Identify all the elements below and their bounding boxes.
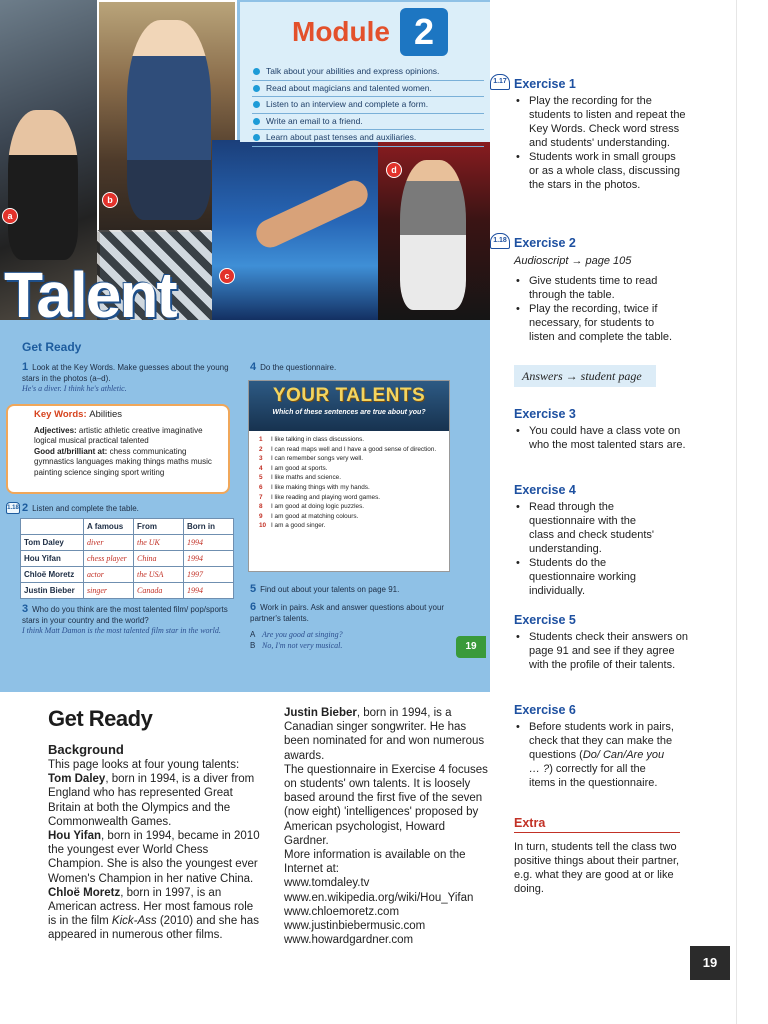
extra-divider xyxy=(514,832,680,833)
exercise-5-title: Exercise 5 xyxy=(514,613,576,627)
list-item: • Give students time to read through the table. xyxy=(514,274,674,302)
exercise-2-title: Exercise 2 xyxy=(514,236,576,250)
table-row: Chloë Moretz actor the USA 1997 xyxy=(21,567,234,583)
exercise-4-title: Exercise 4 xyxy=(514,483,576,497)
background-heading: Background xyxy=(48,742,124,757)
list-item: 2 I can read maps well and I have a good sense of direction. xyxy=(259,445,437,453)
key-words-adjectives: Adjectives: artistic athletic creative imaginative logical musical practical talented xyxy=(34,425,203,445)
bullet-icon xyxy=(253,134,260,141)
list-item: 5 I like maths and science. xyxy=(259,474,341,482)
photo-c-diver xyxy=(212,140,380,320)
table-row: Justin Bieber singer Canada 1994 xyxy=(21,583,234,599)
questionnaire-subtitle: Which of these sentences are true about you? xyxy=(272,409,426,416)
exercise-3-title: Exercise 3 xyxy=(514,407,576,421)
link-tomdaley[interactable]: www.tomdaley.tv xyxy=(284,877,370,890)
sb-get-ready-heading: Get Ready xyxy=(22,340,82,354)
list-item: 1 I like talking in class discussions. xyxy=(259,436,365,443)
exercise-3-notes xyxy=(514,424,690,452)
sb-exercise-5: 5 Find out about your talents on page 91. xyxy=(250,583,400,595)
key-words-box xyxy=(6,404,230,494)
objective-item: Read about magicians and talented women. xyxy=(252,81,484,98)
exercise-5-notes xyxy=(514,630,690,672)
questionnaire-title: YOUR TALENTS xyxy=(272,385,426,406)
list-item: 7 I like reading and playing word games. xyxy=(259,493,381,501)
module-objectives xyxy=(252,64,484,147)
key-words-good-at: Good at/brilliant at: chess communicating gymnastics languages making things maths music painting science singing sport writing xyxy=(34,446,212,477)
list-item: • Students check their answers on page 91 and see if they agree with the profile of their talents. xyxy=(514,630,690,672)
objective-item: Learn about past tenses and auxiliaries. xyxy=(252,130,484,147)
photo-label-c: c xyxy=(219,268,235,284)
get-ready-heading: Get Ready xyxy=(48,706,153,731)
list-item: 8 I am good at doing logic puzzles. xyxy=(259,503,365,511)
link-howardgardner[interactable]: www.howardgardner.com xyxy=(284,934,414,947)
list-item: 4 I am good at sports. xyxy=(259,464,328,472)
list-item: • Play the recording for the students to listen and repeat the Key Words. Check word stress and students' understanding. xyxy=(514,94,686,150)
module-word: Module xyxy=(292,16,390,47)
exercise-1-notes xyxy=(514,94,686,192)
link-chloemoretz[interactable]: www.chloemoretz.com xyxy=(284,905,400,918)
talents-table xyxy=(20,518,234,599)
bullet-icon xyxy=(253,101,260,108)
background-text-col1: This page looks at four young talents: Tom Daley, born in 1994, is a diver from England who has represented Great Britain at both the Olympics and the Commonwealth Games. Hou Yifan, born in 1994, became in 2010 the youngest ever World Chess Champion. She is also the youngest ever Women's Champion in her native China. Chloë Moretz, born in 1997, is an American actress. Her most famous role is in the film Kick-Ass (2010) and she has appeared in numerous other films. xyxy=(48,759,260,942)
unit-title: Talent xyxy=(4,259,176,331)
table-row: Tom Daley diver the UK 1994 xyxy=(21,535,234,551)
sb-exercise-1: 1 Look at the Key Words. Make guesses about the young stars in the photos (a–d). He's a diver. I think he's athletic. xyxy=(22,361,229,393)
list-item: • You could have a class vote on who the most talented stars are. xyxy=(514,424,690,452)
list-item: 3 I can remember songs very well. xyxy=(259,455,363,463)
module-number-badge: 2 xyxy=(400,8,448,56)
exercise-4-notes xyxy=(514,500,664,598)
audioscript-reference: Audioscript → page 105 xyxy=(514,255,632,267)
cd-icon: 1.18 xyxy=(490,233,510,249)
photo-label-b: b xyxy=(102,192,118,208)
link-hou-yifan[interactable]: www.en.wikipedia.org/wiki/Hou_Yifan xyxy=(284,891,474,904)
bullet-icon xyxy=(253,68,260,75)
answers-reference: Answers → student page xyxy=(514,365,656,387)
sb-page-number: 19 xyxy=(456,636,486,658)
sb-exercise-1-example: He's a diver. I think he's athletic. xyxy=(22,384,127,393)
table-header-row: A famous From Born in xyxy=(21,519,234,535)
photo-label-a: a xyxy=(2,208,18,224)
extra-title: Extra xyxy=(514,816,546,830)
page-edge xyxy=(736,0,737,1024)
list-item: 9 I am good at matching colours. xyxy=(259,512,359,520)
list-item: 6 I like making things with my hands. xyxy=(259,483,370,491)
questionnaire-header xyxy=(249,381,449,431)
key-words-title: Key Words: Abilities xyxy=(34,409,123,420)
bullet-icon xyxy=(253,85,260,92)
list-item: • Students work in small groups or as a whole class, discussing the stars in the photos. xyxy=(514,150,686,192)
list-item: • Students do the questionnaire working individually. xyxy=(514,556,664,598)
exercise-6-title: Exercise 6 xyxy=(514,703,576,717)
objective-item: Listen to an interview and complete a form. xyxy=(252,97,484,114)
link-justinbieber[interactable]: www.justinbiebermusic.com xyxy=(284,920,426,933)
objective-item: Write an email to a friend. xyxy=(252,114,484,131)
exercise-1-title: Exercise 1 xyxy=(514,77,576,91)
module-header xyxy=(240,2,490,142)
student-book-page xyxy=(0,0,490,692)
cd-icon: 1.17 xyxy=(490,74,510,90)
sb-exercise-3-example: I think Matt Damon is the most talented film star in the world. xyxy=(22,626,221,635)
extra-text: In turn, students tell the class two positive things about their partner, e.g. what they are good at or like doing. xyxy=(514,841,680,895)
sb-exercise-2: 2 Listen and complete the table. xyxy=(22,502,139,514)
questionnaire-items xyxy=(249,431,449,531)
photo-label-d: d xyxy=(386,162,402,178)
cd-icon: 1.18 xyxy=(6,502,20,514)
list-item: • Read through the questionnaire with the class and check students' understanding. xyxy=(514,500,664,556)
list-item: 10 I am a good singer. xyxy=(259,522,326,530)
list-item: • Before students work in pairs, check that they can make the questions (Do/ Can/Are you … ?) correctly for all the items in the questionnaire. xyxy=(514,720,674,790)
background-text-col2: Justin Bieber, born in 1994, is a Canadian singer songwriter. He has been nominated for and won numerous awards. The questionnaire in Exercise 4 focuses on students' own talents. It is loosely based around the first five of the seven (now eight) 'intelligences' proposed by American psychologist, Howard Gardner. More information is available on the Internet at: www.tomdaley.tv www.en.wikipedia.org/wiki/Hou_Yifan www.chloemoretz.com www.justinbiebermusic.com www.howardgardner.com xyxy=(284,707,488,947)
list-item: • Play the recording, twice if necessary, for students to listen and complete the table. xyxy=(514,302,674,344)
your-talents-questionnaire xyxy=(248,380,450,572)
page-number: 19 xyxy=(690,946,730,980)
exercise-2-notes xyxy=(514,274,674,344)
sb-exercise-3: 3 Who do you think are the most talented film/ pop/sports stars in your country and the world? I think Matt Damon is the most talented film star in the world. xyxy=(22,603,228,635)
objective-item: Talk about your abilities and express opinions. xyxy=(252,64,484,81)
sb-exercise-6: 6 Work in pairs. Ask and answer questions about your partner's talents. xyxy=(250,601,445,623)
table-row: Hou Yifan chess player China 1994 xyxy=(21,551,234,567)
exercise-6-notes xyxy=(514,720,674,790)
bullet-icon xyxy=(253,118,260,125)
sb-exercise-4: 4 Do the questionnaire. xyxy=(250,361,337,373)
sb-exercise-6-dialogue: A Are you good at singing? B No, I'm not very musical. xyxy=(250,630,343,650)
